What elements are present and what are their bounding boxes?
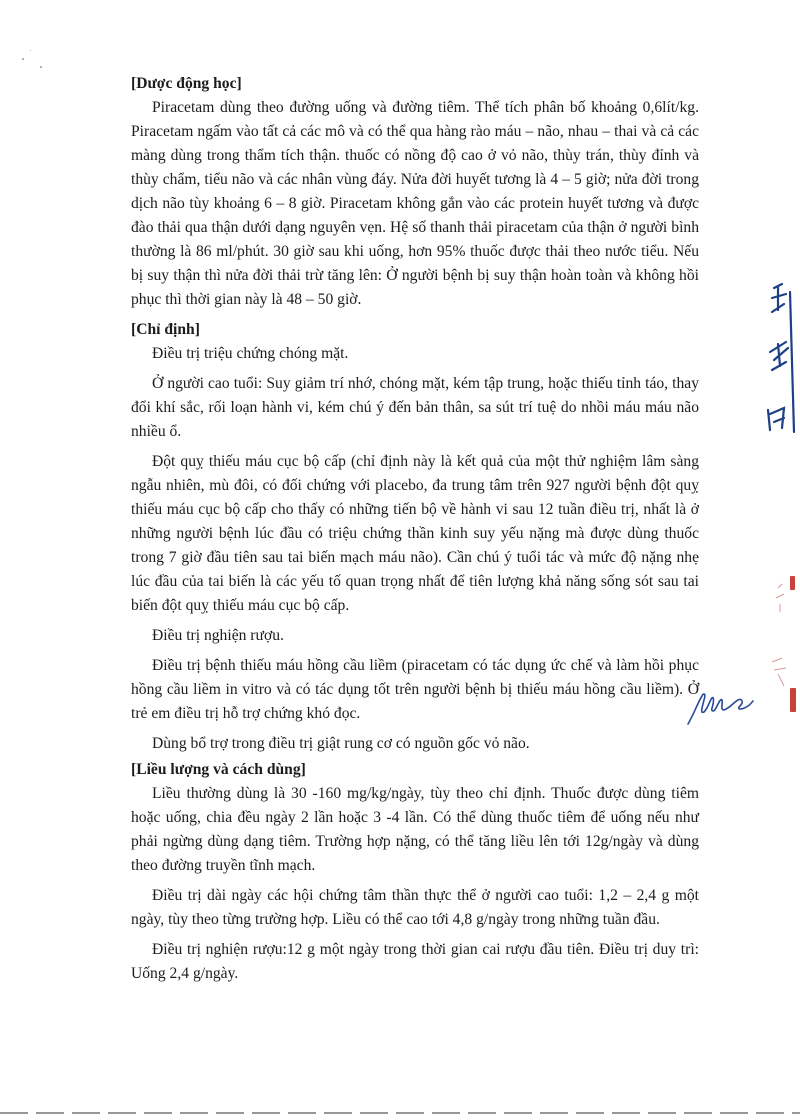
paragraph: Điều trị dài ngày các hội chứng tâm thần thực thể ở người cao tuổi: 1,2 – 2,4 g một ngày, tùy theo từng trường hợp. Liều có thể cao tới 4,8 g/ngày trong những tuần đầu.: [131, 887, 699, 928]
paragraph: Điều trị bệnh thiếu máu hồng cầu liềm (piracetam có tác dụng ức chế và làm hồi phục hồng cầu liềm in vitro và có tác dụng tốt trên người bệnh bị thiếu máu hồng cầu liềm). Ở trẻ em điều trị hỗ trợ chứng khó đọc.: [131, 657, 699, 722]
page-speck: [22, 58, 24, 60]
document-body: [131, 72, 699, 992]
section-heading: [Dược động học]: [131, 75, 242, 92]
section-heading: [Chỉ định]: [131, 321, 200, 338]
paragraph: Điều trị triệu chứng chóng mặt.: [152, 345, 349, 362]
paragraph: Ở người cao tuổi: Suy giảm trí nhớ, chóng mặt, kém tập trung, hoặc thiếu tỉnh táo, thay đổi khí sắc, rối loạn hành vi, kém chú ý đến bản thân, sa sút trí tuệ do nhồi máu máu não nhiều ổ.: [131, 375, 699, 440]
scan-edge-line: [0, 1110, 800, 1116]
section-dosage: [131, 758, 699, 986]
page-speck: [30, 50, 31, 51]
paragraph: Piracetam dùng theo đường uống và đường tiêm. Thể tích phân bố khoảng 0,6lít/kg. Piracetam ngấm vào tất cả các mô và có thể qua hàng rào máu – não, nhau – thai và cả các màng dùng trong thẩm tích thận. thuốc có nồng độ cao ở vỏ não, thùy trán, thùy đỉnh và thùy chẩm, tiểu não và các nhân vùng đáy. Nửa đời huyết tương là 4 – 5 giờ; nửa đời trong dịch não tùy khoảng 6 – 8 giờ. Piracetam không gắn vào các protein huyết tương và được đào thải qua thận dưới dạng nguyên vẹn. Hệ số thanh thải piracetam của thận ở người bình thường là 86 ml/phút. 30 giờ sau khi uống, hơn 95% thuốc được thải theo nước tiểu. Nếu bị suy thận thì nửa đời thải trừ tăng lên: Ở người bệnh bị suy thận hoàn toàn và không hồi phục thì thời gian này là 48 – 50 giờ.: [131, 99, 699, 308]
paragraph: Điều trị nghiện rượu.: [152, 627, 284, 644]
edge-marks-icon: [762, 570, 800, 720]
section-pharmacokinetics: [131, 72, 699, 312]
section-heading: [Liều lượng và cách dùng]: [131, 761, 306, 778]
stamp-fragment-icon: [760, 282, 800, 442]
section-indications: [131, 318, 699, 756]
paragraph: Điều trị nghiện rượu:12 g một ngày trong thời gian cai rượu đầu tiên. Điều trị duy trì: Uống 2,4 g/ngày.: [131, 941, 699, 982]
paragraph: Đột quỵ thiếu máu cục bộ cấp (chỉ định này là kết quả của một thử nghiệm lâm sàng ngẫu nhiên, mù đôi, có đối chứng với placebo, đa trung tâm trên 927 người bệnh đột quỵ thiếu máu cục bộ cấp cho thấy có những tiến bộ về hành vi sau 12 tuần điều trị, nhất là ở những người bệnh lúc đầu có triệu chứng thần kinh suy yếu nặng mà được dùng thuốc trong 7 giờ đầu tiên sau tai biến mạch máu não). Cần chú ý tuổi tác và mức độ nặng nhẹ lúc đầu của tai biến là các yếu tố quan trọng nhất để tiên lượng khả năng sống sót sau tai biến đột quỵ thiếu máu cục bộ cấp.: [131, 453, 699, 614]
paragraph: Liều thường dùng là 30 -160 mg/kg/ngày, tùy theo chỉ định. Thuốc được dùng tiêm hoặc uống, chia đều ngày 2 lần hoặc 3 -4 lần. Có thể dùng thuốc tiêm để uống nếu như phải ngừng dùng dạng tiêm. Trường hợp nặng, có thể tăng liều lên tới 12g/ngày và dùng theo đường truyền tĩnh mạch.: [131, 785, 699, 874]
signature-icon: [684, 680, 756, 730]
paragraph: Dùng bổ trợ trong điều trị giật rung cơ có nguồn gốc vỏ não.: [152, 735, 530, 752]
page-speck: [40, 66, 42, 68]
